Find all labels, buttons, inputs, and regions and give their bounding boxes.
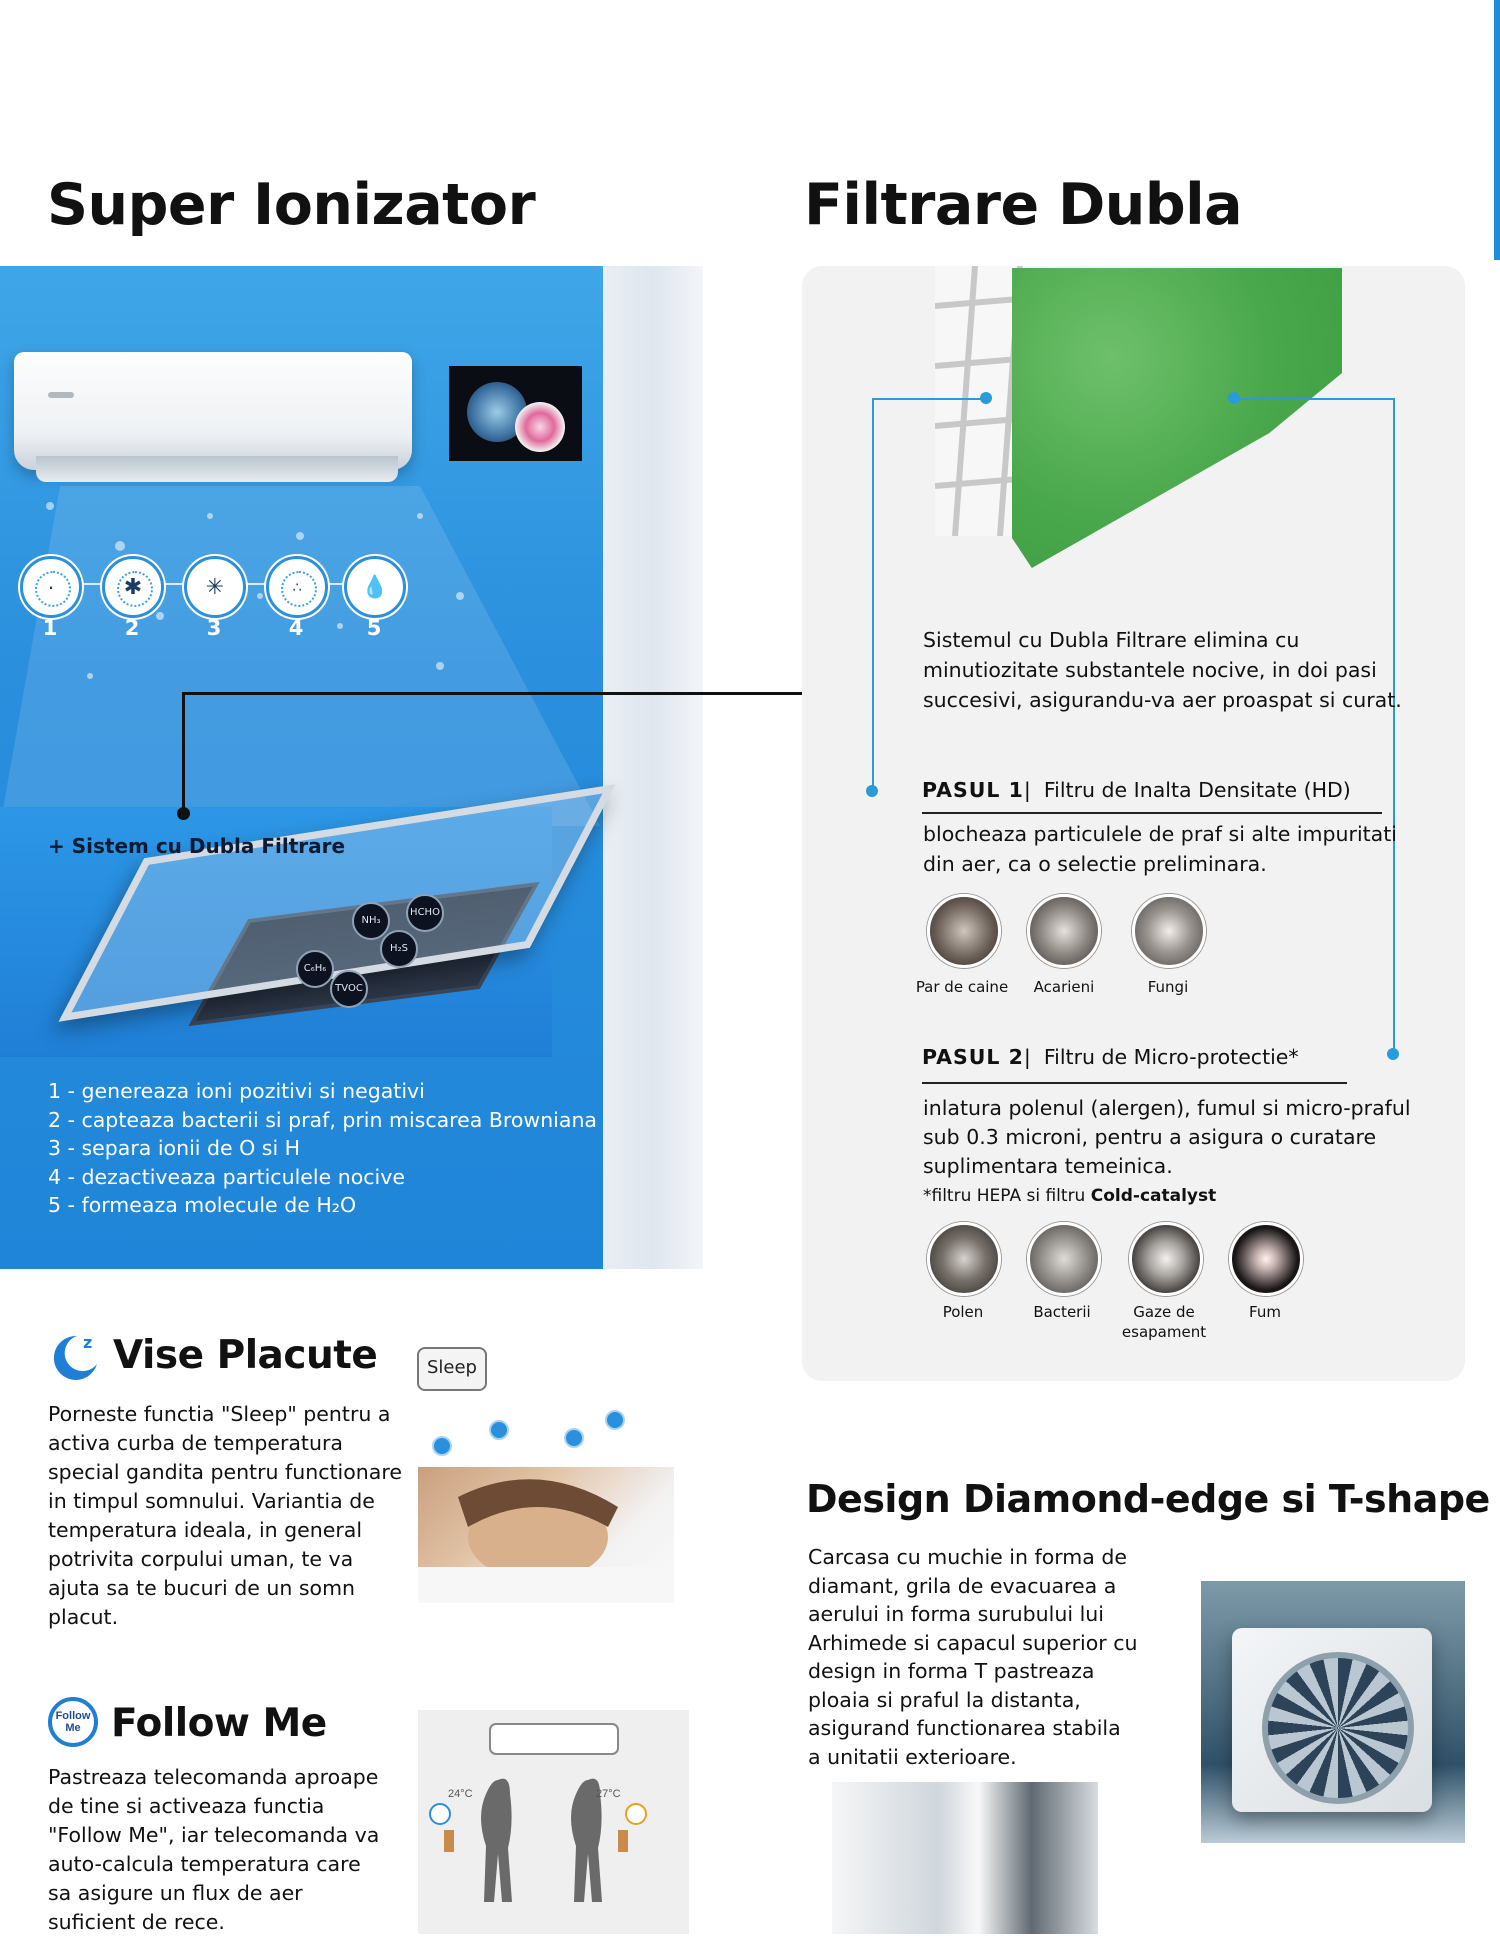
sleeping-woman-photo	[418, 1467, 674, 1603]
ion-zoom-inset	[449, 366, 582, 461]
step2-name: Filtru de Micro-protectie*	[1043, 1045, 1299, 1069]
thumbnail-caption: Fum	[1249, 1303, 1281, 1321]
outdoor-unit-fan	[1262, 1652, 1414, 1804]
ion-particles	[0, 266, 603, 826]
chem-badge: C₆H₆	[296, 950, 334, 988]
bacteria-zoom-lens	[515, 402, 565, 452]
step1-heading	[922, 778, 1351, 802]
chem-badge: TVOC	[330, 970, 368, 1008]
footnote-bold: Cold-catalyst	[1090, 1186, 1217, 1206]
step2-description: inlatura polenul (alergen), fumul si micro-praful sub 0.3 microni, pentru a asigura o curatare suplimentara temeinica.	[923, 1096, 1411, 1178]
ionizer-step-item: 5 - formeaza molecule de H₂O	[48, 1193, 357, 1217]
connector-line	[872, 398, 874, 791]
smoke-thumbnail	[1229, 1222, 1303, 1296]
footnote-prefix: *filtru HEPA si filtru	[923, 1186, 1091, 1206]
page-edge-accent	[1494, 0, 1500, 260]
indoor-ac-unit	[14, 352, 412, 470]
diamond-edge-closeup-photo	[832, 1782, 1098, 1934]
connector-dot	[1228, 392, 1240, 404]
moon-sleep-icon	[47, 1330, 101, 1384]
ionizer-step-list	[48, 1077, 597, 1220]
step1-rule	[922, 812, 1382, 814]
ion-step-1-icon: ·	[20, 556, 82, 618]
follow-me-icon-label	[52, 1710, 94, 1734]
step2-label: PASUL 2	[922, 1045, 1024, 1069]
clock-icon	[489, 1420, 509, 1440]
ion-step-number: 1	[42, 616, 58, 640]
clock-icon	[432, 1436, 452, 1456]
ion-step-number: 3	[206, 616, 222, 640]
ion-step-number: 2	[124, 616, 140, 640]
leader-dot	[177, 807, 190, 820]
connector-dot	[1387, 1048, 1399, 1060]
thumbnail-caption: Par de caine	[915, 978, 1009, 996]
step1-name: Filtru de Inalta Densitate (HD)	[1043, 778, 1351, 802]
indoor-ac-logo	[48, 392, 74, 398]
follow-me-illustration	[418, 1710, 689, 1934]
step1-label: PASUL 1	[922, 778, 1024, 802]
step-divider: |	[1023, 778, 1038, 802]
step2-rule	[922, 1082, 1347, 1084]
indoor-ac-vent	[36, 456, 398, 482]
step-divider: |	[1023, 1045, 1038, 1069]
exhaust-thumbnail	[1129, 1222, 1203, 1296]
connector-dot	[866, 785, 878, 797]
ionizer-step-item: 4 - dezactiveaza particulele nocive	[48, 1164, 405, 1189]
ion-step-number: 4	[288, 616, 304, 640]
chem-badge: NH₃	[352, 902, 390, 940]
leader-line	[183, 692, 835, 695]
chem-badge: H₂S	[380, 930, 418, 968]
thumbnail-caption: Polen	[942, 1303, 984, 1321]
follow-me-icon	[48, 1697, 98, 1747]
sleeping-woman-figure	[418, 1467, 674, 1603]
fungi-thumbnail	[1132, 894, 1206, 968]
ionizer-step-item: 3 - separa ionii de O si H	[48, 1136, 301, 1160]
follow-me-icon-text: Me	[65, 1722, 81, 1734]
design-title: Design Diamond-edge si T-shape	[806, 1477, 1490, 1521]
follow-me-text: Pastreaza telecomanda aproape de tine si activeaza functia "Follow Me", iar telecomanda va auto-calcula temperatura care sa asigure un flux de aer suficient de rece.	[48, 1765, 380, 1934]
bacteria-thumbnail	[1027, 1222, 1101, 1296]
thumbnail-caption: Bacterii	[1033, 1303, 1091, 1321]
clock-icon	[605, 1410, 625, 1430]
vise-placute-text: Porneste functia "Sleep" pentru a activa curba de temperatura special gandita pentru functionare in timpul somnului. Variantia de temperatura ideala, in general potrivita corpului uman, te va ajuta sa te bucuri de un somn placut.	[48, 1402, 402, 1629]
follow-me-icon-text: Follow	[55, 1710, 91, 1722]
thumbnail-caption: Acarieni	[1033, 978, 1095, 996]
follow-me-figures	[418, 1710, 689, 1934]
leader-line	[182, 692, 185, 814]
connector-line	[1233, 398, 1395, 400]
design-text: Carcasa cu muchie in forma de diamant, grila de evacuarea a aerului in forma surubului lui Arhimede si capacul superior cu design in forma T pastreaza ploaia si praful la distanta, asigurand functionarea stabila a unitatii exterioare.	[808, 1545, 1138, 1769]
connector-dot	[980, 392, 992, 404]
ion-step-5-icon: 💧	[344, 556, 406, 618]
pollen-thumbnail	[927, 1222, 1001, 1296]
ion-step-4-icon: ∴	[266, 556, 328, 618]
chem-badge: HCHO	[406, 894, 444, 932]
ion-step-number: 5	[366, 616, 382, 640]
vise-placute-title: Vise Placute	[113, 1333, 378, 1378]
filtrare-intro: Sistemul cu Dubla Filtrare elimina cu minutiozitate substantele nocive, in doi pasi succesivi, asigurandu-va aer proaspat si curat.	[923, 628, 1402, 712]
clock-icon	[564, 1428, 584, 1448]
step1-description: blocheaza particulele de praf si alte impuritati din aer, ca o selectie preliminara.	[923, 822, 1397, 876]
temp-right-label: 27°C	[596, 1788, 621, 1800]
double-filter-label: + Sistem cu Dubla Filtrare	[48, 834, 346, 858]
ion-step-3-icon: ✳	[184, 556, 246, 618]
ionizer-light-strip	[603, 266, 703, 1269]
temp-left-label: 24°C	[448, 1788, 473, 1800]
thumbnail-caption: Fungi	[1147, 978, 1189, 996]
step2-footnote	[923, 1186, 1216, 1206]
filtrare-dubla-title: Filtrare Dubla	[804, 172, 1243, 238]
dog-hair-thumbnail	[927, 894, 1001, 968]
super-ionizator-title: Super Ionizator	[47, 172, 536, 238]
sleep-button-icon: Sleep	[417, 1347, 487, 1391]
follow-me-title: Follow Me	[111, 1701, 327, 1746]
ion-step-2-icon: ✱	[102, 556, 164, 618]
thumbnail-caption: Gaze de esapament	[1121, 1303, 1207, 1341]
connector-line	[1393, 398, 1395, 1054]
step2-heading	[922, 1045, 1299, 1069]
dust-mite-thumbnail	[1027, 894, 1101, 968]
connector-line	[872, 398, 986, 400]
ionizer-step-item: 1 - genereaza ioni pozitivi si negativi	[48, 1079, 425, 1103]
ionizer-step-item: 2 - capteaza bacterii si praf, prin miscarea Browniana	[48, 1107, 597, 1132]
svg-text:z: z	[83, 1333, 93, 1352]
